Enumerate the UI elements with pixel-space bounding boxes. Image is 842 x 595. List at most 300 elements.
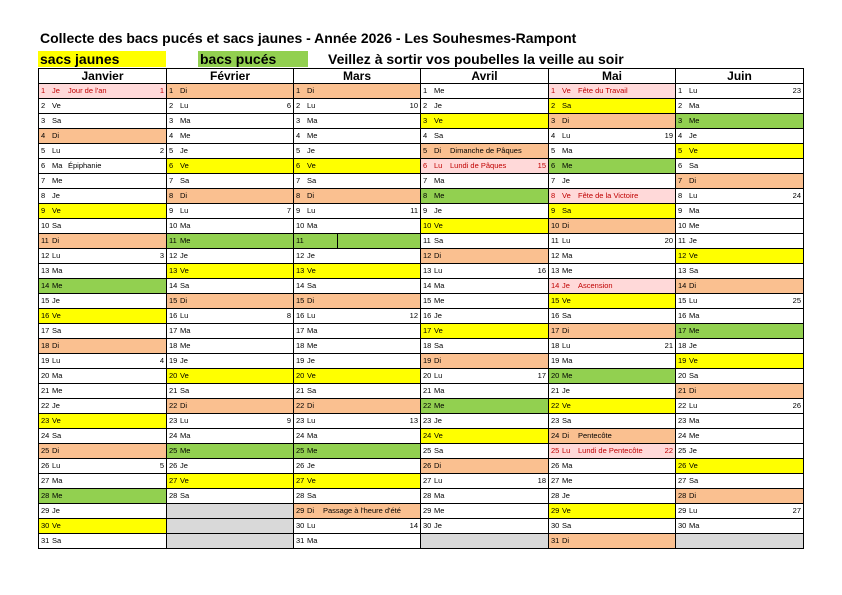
day-cell <box>676 474 804 489</box>
weekday: Je <box>52 401 60 410</box>
day-number: 6 <box>169 161 174 170</box>
day-row <box>39 249 804 264</box>
weekday: Sa <box>307 491 317 500</box>
day-note: Fête de la Victoire <box>578 191 639 200</box>
day-number: 1 <box>678 86 683 95</box>
day-number: 3 <box>551 116 556 125</box>
day-number: 29 <box>41 506 50 515</box>
day-cell <box>167 249 294 264</box>
weekday: Me <box>180 131 191 140</box>
weekday: Di <box>52 446 60 455</box>
day-cell <box>294 444 421 459</box>
empty-day-cell <box>167 534 294 549</box>
day-number: 24 <box>169 431 178 440</box>
weekday: Sa <box>434 446 444 455</box>
weekday: Je <box>180 251 188 260</box>
weekday: Ve <box>307 371 316 380</box>
day-row <box>39 429 804 444</box>
day-number: 19 <box>423 356 432 365</box>
day-cell <box>676 159 804 174</box>
day-cell <box>676 279 804 294</box>
day-number: 15 <box>551 296 560 305</box>
weekday: Sa <box>307 386 317 395</box>
day-cell <box>39 504 167 519</box>
day-number: 5 <box>169 146 174 155</box>
day-cell <box>39 129 167 144</box>
weekday: Di <box>52 131 60 140</box>
weekday: Lu <box>52 356 61 365</box>
day-number: 2 <box>551 101 556 110</box>
weekday: Lu <box>52 146 61 155</box>
day-cell <box>294 489 421 504</box>
weekday: Ma <box>434 386 445 395</box>
weekday: Di <box>562 116 570 125</box>
day-cell <box>549 174 676 189</box>
day-cell <box>167 264 294 279</box>
weekday: Di <box>180 191 188 200</box>
day-cell <box>294 279 421 294</box>
weekday: Ve <box>180 266 189 275</box>
weekday: Ve <box>562 401 571 410</box>
day-number: 30 <box>423 521 432 530</box>
day-cell <box>39 249 167 264</box>
day-number: 4 <box>41 131 46 140</box>
day-cell <box>421 489 549 504</box>
week-number: 7 <box>286 206 291 215</box>
day-cell <box>676 249 804 264</box>
day-cell <box>294 219 421 234</box>
weekday: Lu <box>562 341 571 350</box>
day-number: 20 <box>551 371 560 380</box>
day-cell <box>421 114 549 129</box>
weekday: Di <box>307 506 315 515</box>
week-number: 15 <box>537 161 546 170</box>
day-cell <box>294 429 421 444</box>
day-cell <box>39 459 167 474</box>
weekday: Di <box>307 401 315 410</box>
weekday: Ma <box>562 461 573 470</box>
day-number: 9 <box>423 206 428 215</box>
day-number: 3 <box>169 116 174 125</box>
weekday: Ma <box>180 326 191 335</box>
day-number: 7 <box>423 176 428 185</box>
week-number: 25 <box>792 296 801 305</box>
day-cell <box>421 354 549 369</box>
day-number: 21 <box>41 386 50 395</box>
day-number: 5 <box>678 146 683 155</box>
weekday: Je <box>562 176 570 185</box>
weekday: Ma <box>434 281 445 290</box>
day-cell <box>421 279 549 294</box>
weekday: Me <box>180 236 191 245</box>
day-cell <box>39 324 167 339</box>
day-cell <box>167 294 294 309</box>
day-row <box>39 279 804 294</box>
weekday: Je <box>52 296 60 305</box>
day-number: 7 <box>169 176 174 185</box>
weekday: Ve <box>52 101 61 110</box>
day-number: 31 <box>296 536 305 545</box>
weekday: Ma <box>180 431 191 440</box>
day-cell <box>421 249 549 264</box>
day-number: 4 <box>678 131 683 140</box>
day-number: 28 <box>296 491 305 500</box>
day-note: Ascension <box>578 281 613 290</box>
weekday: Me <box>307 341 318 350</box>
weekday: Me <box>434 296 445 305</box>
day-cell <box>39 234 167 249</box>
month-header: Juin <box>676 69 804 84</box>
weekday: Lu <box>52 251 61 260</box>
day-number: 28 <box>678 491 687 500</box>
day-cell <box>39 114 167 129</box>
day-number: 12 <box>169 251 178 260</box>
weekday: Di <box>307 86 315 95</box>
day-number: 21 <box>296 386 305 395</box>
day-cell <box>549 459 676 474</box>
weekday: Ve <box>307 161 316 170</box>
week-number: 5 <box>159 461 164 470</box>
day-number: 24 <box>296 431 305 440</box>
day-number: 2 <box>296 101 301 110</box>
week-number: 6 <box>286 101 291 110</box>
legend-sacs-jaunes: sacs jaunes <box>38 51 166 67</box>
day-cell <box>167 99 294 114</box>
week-number: 8 <box>286 311 291 320</box>
weekday: Me <box>689 221 700 230</box>
day-cell <box>294 504 421 519</box>
day-cell <box>549 519 676 534</box>
day-number: 14 <box>551 281 560 290</box>
week-number: 26 <box>792 401 801 410</box>
day-number: 25 <box>551 446 560 455</box>
weekday: Je <box>689 446 697 455</box>
day-cell <box>421 309 549 324</box>
weekday: Ve <box>180 161 189 170</box>
week-number: 20 <box>664 236 673 245</box>
weekday: Ma <box>434 491 445 500</box>
weekday: Me <box>180 446 191 455</box>
day-number: 10 <box>678 221 687 230</box>
day-number: 13 <box>423 266 432 275</box>
week-number: 4 <box>159 356 164 365</box>
day-number: 7 <box>678 176 683 185</box>
day-number: 9 <box>551 206 556 215</box>
day-number: 14 <box>169 281 178 290</box>
day-number: 31 <box>551 536 560 545</box>
day-cell <box>167 339 294 354</box>
collection-notice: Veillez à sortir vos poubelles la veille au soir <box>328 51 624 67</box>
day-number: 26 <box>678 461 687 470</box>
day-cell <box>421 264 549 279</box>
weekday: Di <box>562 326 570 335</box>
day-row <box>39 474 804 489</box>
day-number: 14 <box>423 281 432 290</box>
day-cell <box>294 114 421 129</box>
day-cell <box>294 249 421 264</box>
day-number: 20 <box>423 371 432 380</box>
day-number: 11 <box>551 236 559 245</box>
day-number: 26 <box>169 461 178 470</box>
day-number: 4 <box>423 131 428 140</box>
day-number: 22 <box>423 401 432 410</box>
day-number: 29 <box>296 506 305 515</box>
day-number: 7 <box>551 176 556 185</box>
weekday: Ve <box>562 296 571 305</box>
day-number: 25 <box>169 446 178 455</box>
day-cell <box>39 429 167 444</box>
day-cell <box>167 204 294 219</box>
day-cell <box>549 474 676 489</box>
day-cell <box>549 384 676 399</box>
weekday: Di <box>434 356 442 365</box>
day-number: 11 <box>41 236 49 245</box>
weekday: Di <box>562 536 570 545</box>
empty-day-cell <box>167 504 294 519</box>
day-number: 29 <box>551 506 560 515</box>
weekday: Sa <box>52 116 62 125</box>
weekday: Sa <box>689 161 699 170</box>
week-number: 13 <box>409 416 418 425</box>
week-number: 14 <box>409 521 418 530</box>
day-cell <box>294 474 421 489</box>
weekday: Sa <box>180 386 190 395</box>
weekday: Ve <box>434 326 443 335</box>
day-number: 25 <box>41 446 50 455</box>
weekday: Me <box>689 116 700 125</box>
day-number: 6 <box>423 161 428 170</box>
weekday: Ve <box>562 86 571 95</box>
weekday: Lu <box>307 101 316 110</box>
day-number: 16 <box>551 311 560 320</box>
day-number: 14 <box>41 281 50 290</box>
day-cell <box>167 474 294 489</box>
weekday: Di <box>689 176 697 185</box>
weekday: Ve <box>52 521 61 530</box>
week-number: 9 <box>286 416 291 425</box>
day-cell <box>167 219 294 234</box>
day-cell <box>676 369 804 384</box>
day-cell <box>549 354 676 369</box>
weekday: Sa <box>434 341 444 350</box>
weekday: Sa <box>307 281 317 290</box>
week-number: 12 <box>409 311 418 320</box>
day-number: 5 <box>41 146 46 155</box>
week-number: 11 <box>410 206 418 215</box>
day-row <box>39 324 804 339</box>
day-cell <box>39 309 167 324</box>
weekday: Di <box>180 86 188 95</box>
day-cell <box>294 204 421 219</box>
weekday: Je <box>434 311 442 320</box>
day-number: 6 <box>41 161 46 170</box>
weekday: Je <box>52 506 60 515</box>
day-cell <box>421 429 549 444</box>
day-cell <box>549 99 676 114</box>
weekday: Je <box>434 521 442 530</box>
weekday: Ma <box>307 536 318 545</box>
weekday: Lu <box>562 446 571 455</box>
day-cell <box>39 384 167 399</box>
day-number: 18 <box>169 341 178 350</box>
day-number: 25 <box>296 446 305 455</box>
day-cell <box>167 174 294 189</box>
day-cell <box>421 414 549 429</box>
day-row <box>39 219 804 234</box>
day-number: 16 <box>423 311 432 320</box>
day-number: 13 <box>169 266 178 275</box>
weekday: Ma <box>689 521 700 530</box>
day-note: Pentecôte <box>578 431 612 440</box>
week-number: 24 <box>792 191 801 200</box>
weekday: Lu <box>689 401 698 410</box>
day-note: Passage à l'heure d'été <box>323 506 401 515</box>
day-cell <box>39 279 167 294</box>
day-row <box>39 459 804 474</box>
day-row <box>39 204 804 219</box>
day-note: Épiphanie <box>68 161 102 170</box>
day-cell <box>294 339 421 354</box>
day-note: Fête du Travail <box>578 86 628 95</box>
weekday: Lu <box>180 206 189 215</box>
day-cell <box>294 384 421 399</box>
weekday: Ve <box>434 221 443 230</box>
weekday: Ve <box>180 371 189 380</box>
day-cell <box>421 144 549 159</box>
day-cell <box>549 324 676 339</box>
day-number: 23 <box>678 416 687 425</box>
week-number: 27 <box>792 506 801 515</box>
day-cell <box>167 309 294 324</box>
day-number: 1 <box>296 86 301 95</box>
day-number: 30 <box>678 521 687 530</box>
weekday: Sa <box>689 266 699 275</box>
day-number: 3 <box>423 116 428 125</box>
day-number: 10 <box>423 221 432 230</box>
weekday: Lu <box>180 101 189 110</box>
day-cell <box>167 279 294 294</box>
day-number: 16 <box>169 311 178 320</box>
weekday: Ma <box>562 251 573 260</box>
day-number: 20 <box>41 371 50 380</box>
weekday: Di <box>434 461 442 470</box>
day-number: 22 <box>296 401 305 410</box>
legend-bacs-puces: bacs pucés <box>198 51 308 67</box>
weekday: Sa <box>434 236 444 245</box>
weekday: Lu <box>307 206 316 215</box>
weekday: Ma <box>689 101 700 110</box>
day-cell <box>421 234 549 249</box>
day-row <box>39 519 804 534</box>
collection-calendar <box>38 68 804 549</box>
weekday: Ma <box>52 371 63 380</box>
day-number: 9 <box>296 206 301 215</box>
day-number: 3 <box>41 116 46 125</box>
day-cell <box>549 129 676 144</box>
weekday: Lu <box>434 476 443 485</box>
day-cell <box>39 489 167 504</box>
day-cell <box>549 504 676 519</box>
weekday: Sa <box>689 371 699 380</box>
day-number: 4 <box>169 131 174 140</box>
weekday: Ma <box>689 416 700 425</box>
day-cell <box>676 294 804 309</box>
weekday: Ve <box>689 356 698 365</box>
day-row <box>39 159 804 174</box>
day-number: 30 <box>551 521 560 530</box>
day-row <box>39 414 804 429</box>
day-cell <box>39 414 167 429</box>
day-cell <box>294 399 421 414</box>
day-cell <box>549 294 676 309</box>
weekday: Ve <box>307 266 316 275</box>
weekday: Di <box>180 296 188 305</box>
day-number: 30 <box>296 521 305 530</box>
day-cell <box>676 399 804 414</box>
day-number: 26 <box>423 461 432 470</box>
day-cell <box>39 339 167 354</box>
weekday: Sa <box>689 476 699 485</box>
day-number: 30 <box>41 521 50 530</box>
weekday: Ve <box>52 311 61 320</box>
weekday: Ma <box>307 326 318 335</box>
day-cell <box>39 204 167 219</box>
day-number: 18 <box>296 341 305 350</box>
weekday: Di <box>689 386 697 395</box>
weekday: Ma <box>434 176 445 185</box>
weekday: Ma <box>180 116 191 125</box>
day-cell <box>676 84 804 99</box>
day-number: 17 <box>41 326 50 335</box>
day-cell <box>676 234 804 249</box>
day-number: 10 <box>169 221 178 230</box>
day-cell <box>549 189 676 204</box>
day-cell <box>167 384 294 399</box>
weekday: Je <box>562 491 570 500</box>
day-cell <box>676 114 804 129</box>
weekday: Sa <box>562 101 572 110</box>
day-number: 9 <box>41 206 46 215</box>
day-cell <box>294 144 421 159</box>
weekday: Me <box>52 176 63 185</box>
day-number: 2 <box>41 101 46 110</box>
weekday: Je <box>52 86 60 95</box>
weekday: Sa <box>562 521 572 530</box>
day-cell <box>676 144 804 159</box>
day-number: 29 <box>423 506 432 515</box>
day-number: 12 <box>423 251 432 260</box>
day-number: 19 <box>296 356 305 365</box>
day-cell <box>39 399 167 414</box>
week-number: 21 <box>664 341 673 350</box>
day-cell <box>676 129 804 144</box>
day-cell <box>421 159 549 174</box>
weekday: Ve <box>689 146 698 155</box>
day-number: 23 <box>41 416 50 425</box>
day-number: 4 <box>551 131 556 140</box>
weekday: Sa <box>562 416 572 425</box>
weekday: Lu <box>307 311 316 320</box>
weekday: Ma <box>562 356 573 365</box>
weekday: Sa <box>180 176 190 185</box>
day-cell <box>549 219 676 234</box>
day-number: 15 <box>296 296 305 305</box>
week-number: 18 <box>537 476 546 485</box>
day-number: 13 <box>678 266 687 275</box>
day-number: 19 <box>41 356 50 365</box>
day-cell <box>167 414 294 429</box>
day-row <box>39 114 804 129</box>
